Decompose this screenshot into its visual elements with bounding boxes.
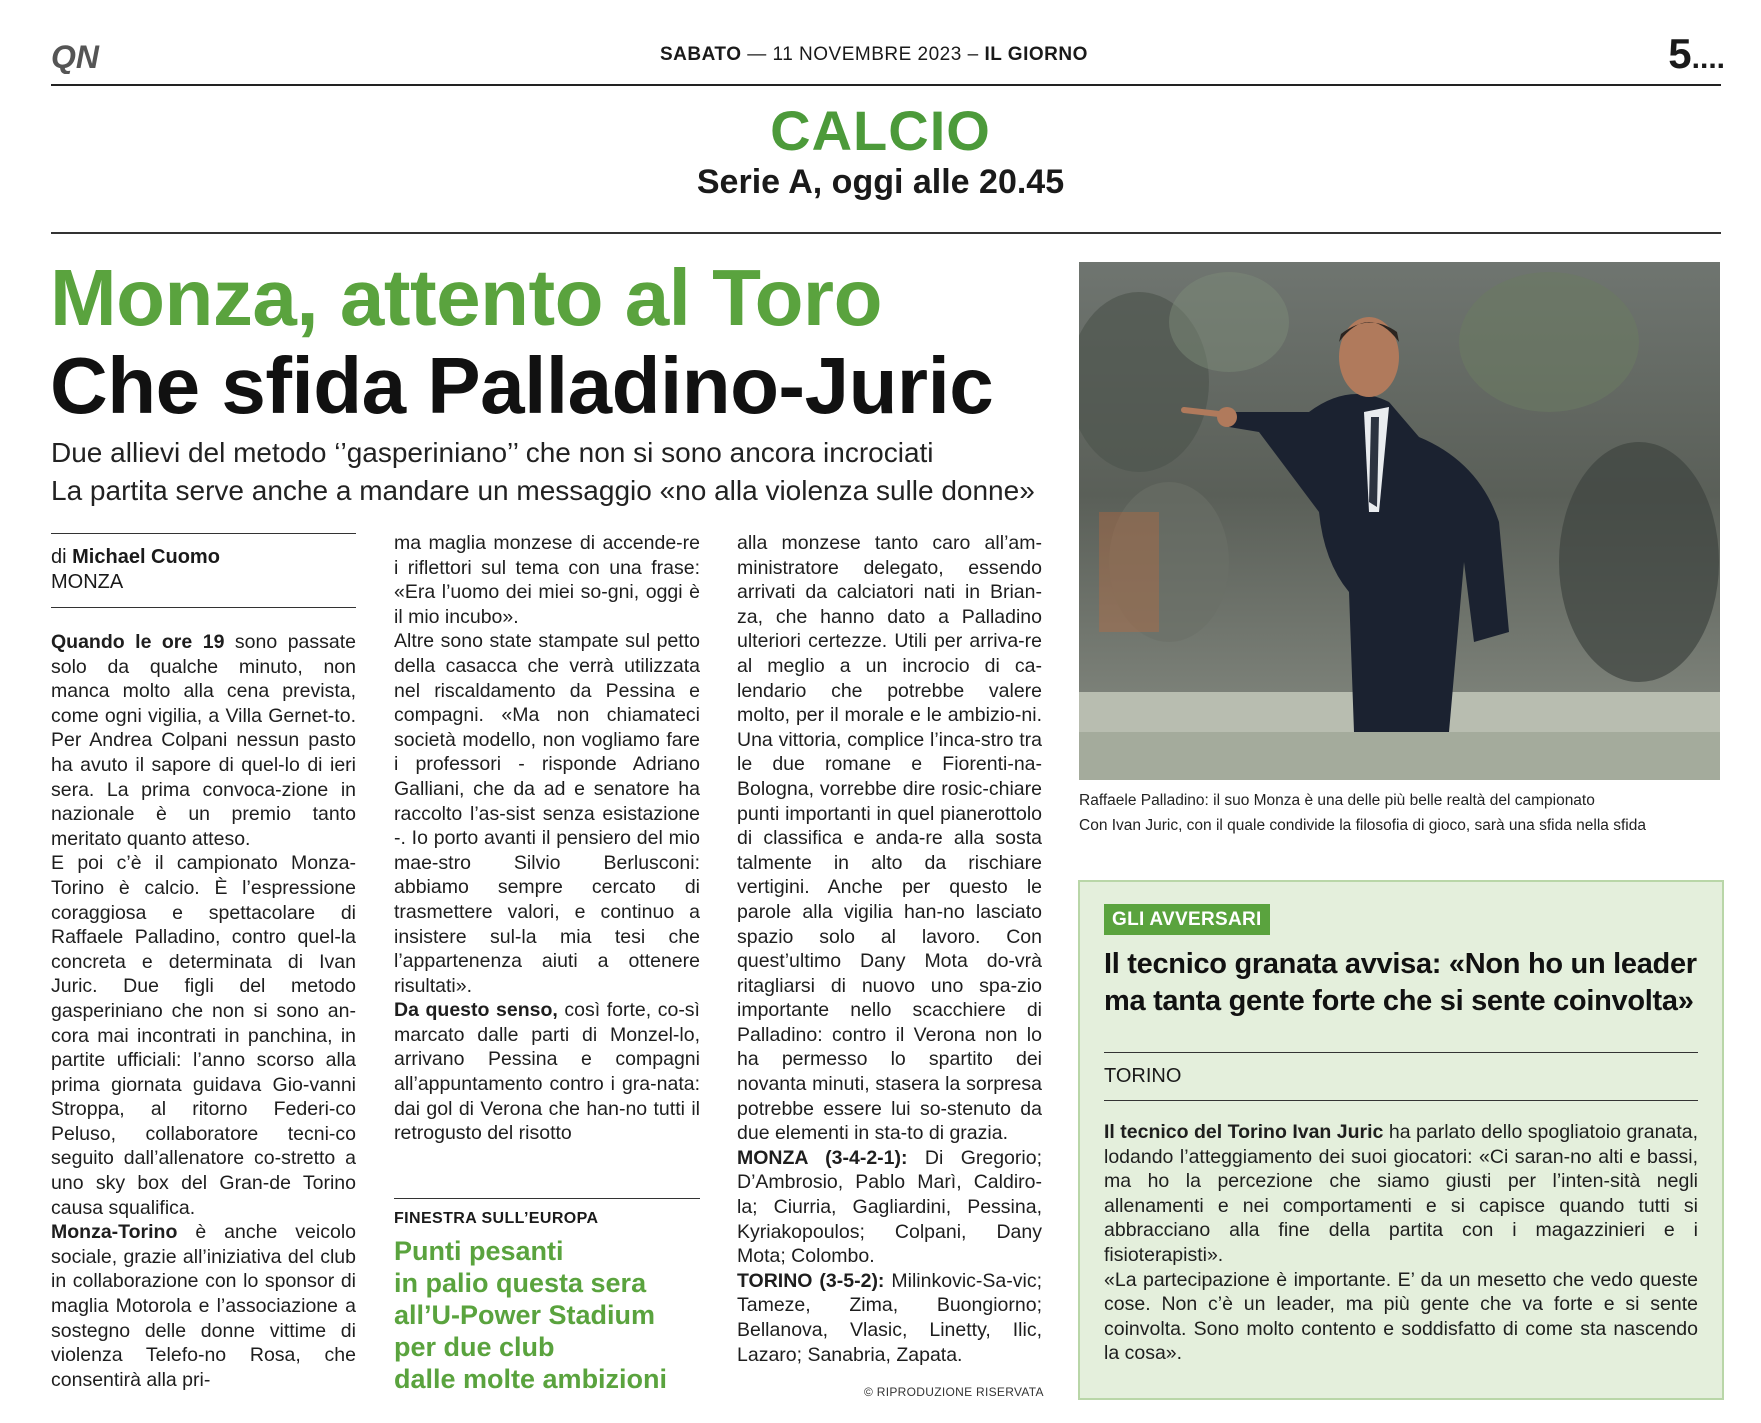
byline-rule-top [51, 533, 356, 534]
headline-green: Monza, attento al Toro [50, 253, 882, 342]
box-headline-2: ma tanta gente forte che si sente coinvolta» [1104, 985, 1694, 1017]
europe-line-2: in palio questa sera [394, 1268, 647, 1298]
body-text: è anche veicolo sociale, grazie all’iniziativa del club in collaborazione con lo sponsor di maglia Motorola e l’associazione a sostegno delle donne vittime di violenza Telefo-no Rosa, che consentirà alla pri- [51, 1221, 356, 1391]
byline: di Michael Cuomo MONZA [51, 546, 220, 593]
europe-line-1: Punti pesanti [394, 1236, 564, 1266]
qn-logo [51, 40, 121, 74]
page-number: 5.... [1668, 30, 1725, 77]
standfirst-line-2: La partita serve anche a mandare un messaggio «no alla violenza sulle donne» [51, 475, 1035, 506]
body-text: E poi c’è il campionato Monza-Torino è calcio. È l’espressione coraggiosa e spettacolare di Raffaele Palladino, contro quel-la concreta e determinata di Ivan Juric. Due figli del metodo gasperiniano che non si sono an-cora mai incontrati in panchina, in partite ufficiali: l’anno scorso alla prima giornata guidava Gio-vanni Stroppa, al ritorno Federi-co Peluso, collaboratore tecni-co seguito dall’allenatore co-stretto a uno sky box del Gran-de Torino causa squalifica. [51, 852, 356, 1219]
box-rule-bottom [1104, 1100, 1698, 1101]
byline-rule-bottom [51, 607, 356, 608]
box-rule-top [1104, 1052, 1698, 1053]
lead-in: Monza-Torino [51, 1221, 178, 1244]
headline-black: Che sfida Palladino-Juric [50, 341, 994, 430]
body-text: Milinkovic-Sa-vic; Tameze, Zima, Buongiorno; Bellanova, Vlasic, Linetty, Ilic, Lazaro; Sanabria, Zapata. [737, 1269, 1042, 1366]
lead-in: Il tecnico del Torino Ivan Juric [1104, 1121, 1384, 1143]
body-text: «La partecipazione è importante. E’ da un mesetto che vedo queste cose. Non c’è un leader, ma più gente che va forte e si sente coinvolta. Sono molto contento e soddisfatto di come sta nascendo la cosa». [1104, 1268, 1698, 1365]
masthead-paper: IL GIORNO [984, 44, 1088, 65]
masthead: SABATO — 11 NOVEMBRE 2023 – IL GIORNO [660, 44, 1088, 65]
body-text: sono passate solo da qualche minuto, non manca molto alla cena prevista, come ogni vigilia, a Villa Gernet-to. Per Andrea Colpani nessun pasto ha avuto il sapore di quel-lo di ieri sera. La prima convoca-zione in nazionale è un premio tanto meritato quanto atteso. [51, 631, 356, 850]
header-rule [51, 84, 1721, 86]
article-column-1 [51, 630, 356, 1392]
lead-in: TORINO (3-5-2): [737, 1269, 885, 1292]
avversari-tag: GLI AVVERSARI [1104, 904, 1270, 935]
masthead-date: 11 NOVEMBRE 2023 [772, 44, 962, 65]
body-text: così forte, co-sì marcato dalle parti di Monzel-lo, arrivano Pessina e compagni all’appuntamento contro i gra-nata: dai gol di Verona che han-no tutti il retrogusto del risotto [394, 999, 700, 1145]
body-text: alla monzese tanto caro all’am-ministratore delegato, essendo arrivati da calciatori nati in Brian-za, che hanno dato a Palladino ulteriori certezze. Utili per arriva-re al meglio a un incrocio di ca-lendario che potrebbe valere molto, per il morale e le ambizio-ni. Una vittoria, complice l’inca-stro tra le due romane e Fiorenti-na-Bologna, vorrebbe dire rosic-chiare punti importanti in quel pianerottolo di classifica e anda-re alla sosta talmente in alto da rischiare vertigini. Anche per questo le parole alla vigilia han-no lasciato spazio solo al lavoro. Con quest’ultimo Dany Mota do-vrà ritagliarsi di nuovo uno spa-zio importante nello scacchiere di Palladino: contro il Verona non lo ha permesso lo spartito dei novanta minuti, stasera la sorpresa potrebbe essere lui so-stenuto da due elementi in sta-to di grazia. [737, 532, 1042, 1145]
copyright: © RIPRODUZIONE RISERVATA [864, 1385, 1044, 1399]
section-subtitle: Serie A, oggi alle 20.45 [696, 163, 1065, 201]
lead-in: Da questo senso, [394, 999, 558, 1022]
box-body [1104, 1120, 1698, 1366]
palladino-photo [1079, 262, 1720, 780]
body-text: ma maglia monzese di accende-re i riflettori sul tema con una frase: «Era l’uomo dei miei so-gni, oggi è il mio incubo». [394, 532, 700, 628]
lead-in: Quando le ore 19 [51, 631, 225, 653]
europe-line-4: per due club [394, 1332, 555, 1362]
standfirst-line-1: Due allievi del metodo ‘’gasperiniano’’ che non si sono ancora incrociati [51, 437, 934, 468]
body-text: ha parlato dello spogliatoio granata, lodando l’atteggiamento dei suoi giocatori: «Ci saran-no alti e bassi, ma ho la percezione che siamo giusti per l’inten-sità negli allenamenti e nei comportamenti e si capisce quando tutti si abbracciano alla fine della partita con i magazzinieri e i fisioterapisti». [1104, 1121, 1698, 1266]
body-text: Di Gregorio; D’Ambrosio, Pablo Marì, Caldiro-la; Ciurria, Gagliardini, Pessina, Kyriakopoulos; Colpani, Dany Mota; Colombo. [737, 1146, 1042, 1268]
masthead-day: SABATO [660, 44, 742, 65]
europe-kicker: FINESTRA SULL’EUROPA [394, 1210, 599, 1227]
section-title: CALCIO [770, 99, 991, 162]
photo-caption-1: Raffaele Palladino: il suo Monza è una delle più belle realtà del campionato [1079, 792, 1595, 809]
logo-text: QN [51, 40, 99, 74]
body-text: Altre sono state stampate sul petto della casacca che verrà utilizzata nel riscaldamento da Pessina e compagni. «Ma non chiamateci società modello, non vogliamo fare i professori - risponde Adriano Galliani, che da ad e senatore ha raccolto l’as-sist senza esistazione -. Io porto avanti il pensiero del mio mae-stro Silvio Berlusconi: abbiamo sempre cercato di trasmettere valori, e continuo a insistere sul-la mia tesi che l’appartenenza aiuti a ottenere risultati». [394, 630, 700, 997]
photo-caption-2: Con Ivan Juric, con il quale condivide la filosofia di gioco, sarà una sfida nella sfida [1079, 817, 1646, 834]
section-rule [51, 232, 1721, 234]
article-column-2 [394, 531, 700, 1146]
article-column-3 [737, 531, 1042, 1367]
europe-line-5: dalle molte ambizioni [394, 1364, 668, 1394]
box-headline-1: Il tecnico granata avvisa: «Non ho un leader [1104, 948, 1697, 980]
author-name: Michael Cuomo [72, 546, 220, 568]
europe-line-3: all’U-Power Stadium [394, 1300, 656, 1330]
lead-in: MONZA (3-4-2-1): [737, 1146, 908, 1169]
box-location: TORINO [1104, 1065, 1182, 1087]
byline-location: MONZA [51, 571, 124, 593]
europe-rule [394, 1198, 700, 1199]
